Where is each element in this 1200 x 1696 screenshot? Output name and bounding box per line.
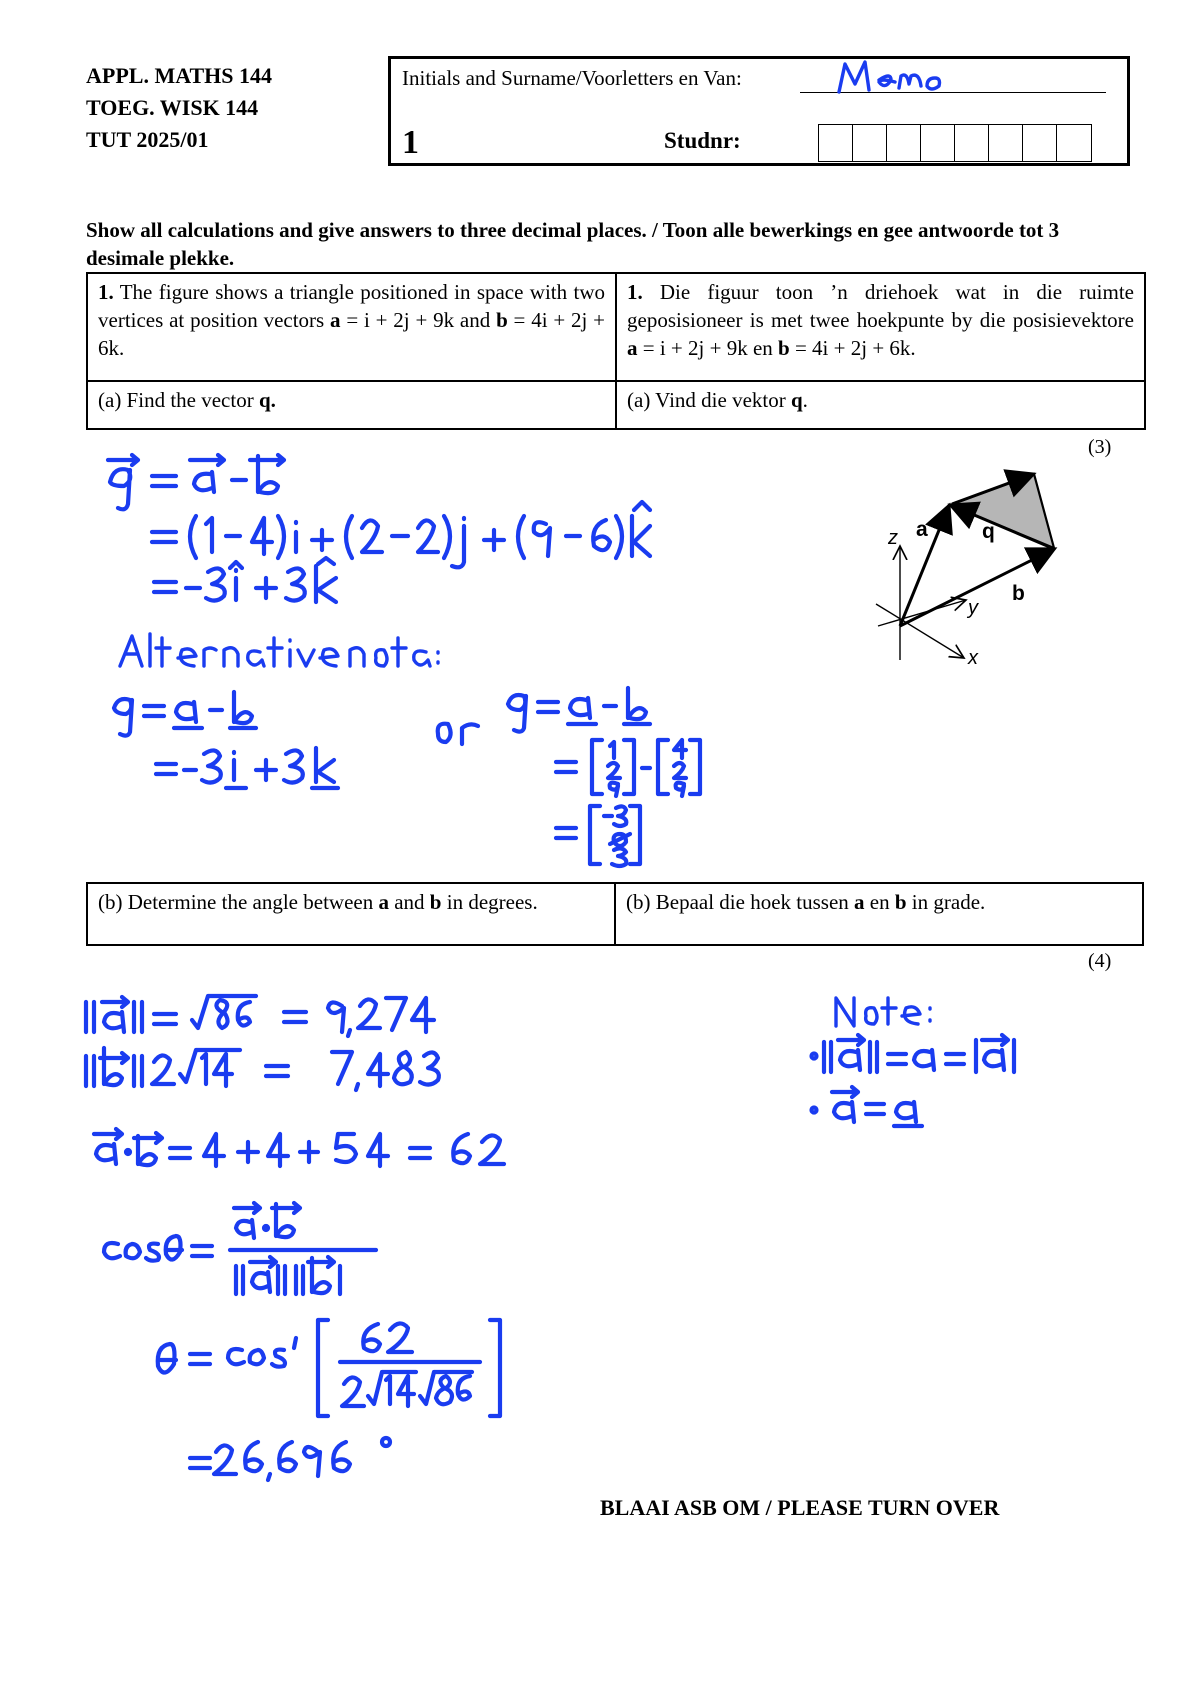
student-number-digit-box[interactable] [1057,125,1091,161]
part-b-norms-handwriting [80,988,560,1098]
alternative-right-handwriting [504,688,804,898]
student-number-digit-box[interactable] [955,125,989,161]
tutorial-code: TUT 2025/01 [86,127,209,152]
question-1-table [86,272,1146,430]
triangle-vector-figure [868,460,1078,680]
instructions: Show all calculations and give answers to three decimal places. / Toon alle bewerkings en gee antwoorde tot 3 desimale plekke. [86,218,1060,270]
z-label: z [888,527,898,549]
tutorial-number: 1 [402,124,419,161]
name-value-handwriting [835,56,975,102]
student-number-digit-box[interactable] [921,125,955,161]
student-number-digit-box[interactable] [989,125,1023,161]
student-number-digit-box[interactable] [819,125,853,161]
part-b-dot-product-handwriting [90,1120,580,1180]
part-b-cos-formula-handwriting [100,1200,400,1300]
q-label: q [982,520,995,543]
b-label: b [1012,582,1025,605]
student-number-label: Studnr: [664,128,741,153]
x-label: x [968,647,978,669]
part-b-answer-handwriting [186,1430,426,1490]
course-code-en: APPL. MATHS 144 [86,63,272,88]
or-handwriting [432,712,492,752]
question-number: 1. [98,280,114,304]
name-label: Initials and Surname/Voorletters en Van: [402,66,742,90]
student-number-boxes[interactable] [818,124,1092,162]
part-a-marks: (3) [1088,436,1112,458]
x-axis [876,604,964,658]
student-number-digit-box[interactable] [1023,125,1057,161]
alternative-left-handwriting [110,692,370,802]
turn-over-footer: BLAAI ASB OM / PLEASE TURN OVER [600,1495,1000,1520]
student-number-digit-box[interactable] [853,125,887,161]
part-b-en: (b) Determine the angle between a and b in degrees. [87,883,615,945]
part-b-theta-handwriting [150,1312,530,1422]
course-codes [86,60,272,156]
part-b-table [86,882,1144,946]
part-b-marks: (4) [1088,950,1112,972]
alternative-notation-heading [116,630,446,674]
part-b-af: (b) Bepaal die hoek tussen a en b in grade. [615,883,1143,945]
a-label: a [916,518,928,541]
part-a-af: (a) Vind die vektor q. [616,381,1145,429]
student-number-digit-box[interactable] [887,125,921,161]
question-1-af: 1. Die figuur toon ’n driehoek wat in die ruimte geposisioneer is met twee hoekpunte by die posisievektore a = i + 2j + 9k en b = 4i + 2j + 6k. [616,273,1145,381]
part-a-result-handwriting [150,560,410,610]
y-label: y [968,597,978,619]
part-a-en: (a) Find the vector q. [87,381,616,429]
note-handwriting [800,992,1080,1132]
question-1-en: 1. The figure shows a triangle positioned in space with two vertices at position vectors a = i + 2j + 9k and b = 4i + 2j + 6k. [87,273,616,381]
course-code-af: TOEG. WISK 144 [86,95,259,120]
